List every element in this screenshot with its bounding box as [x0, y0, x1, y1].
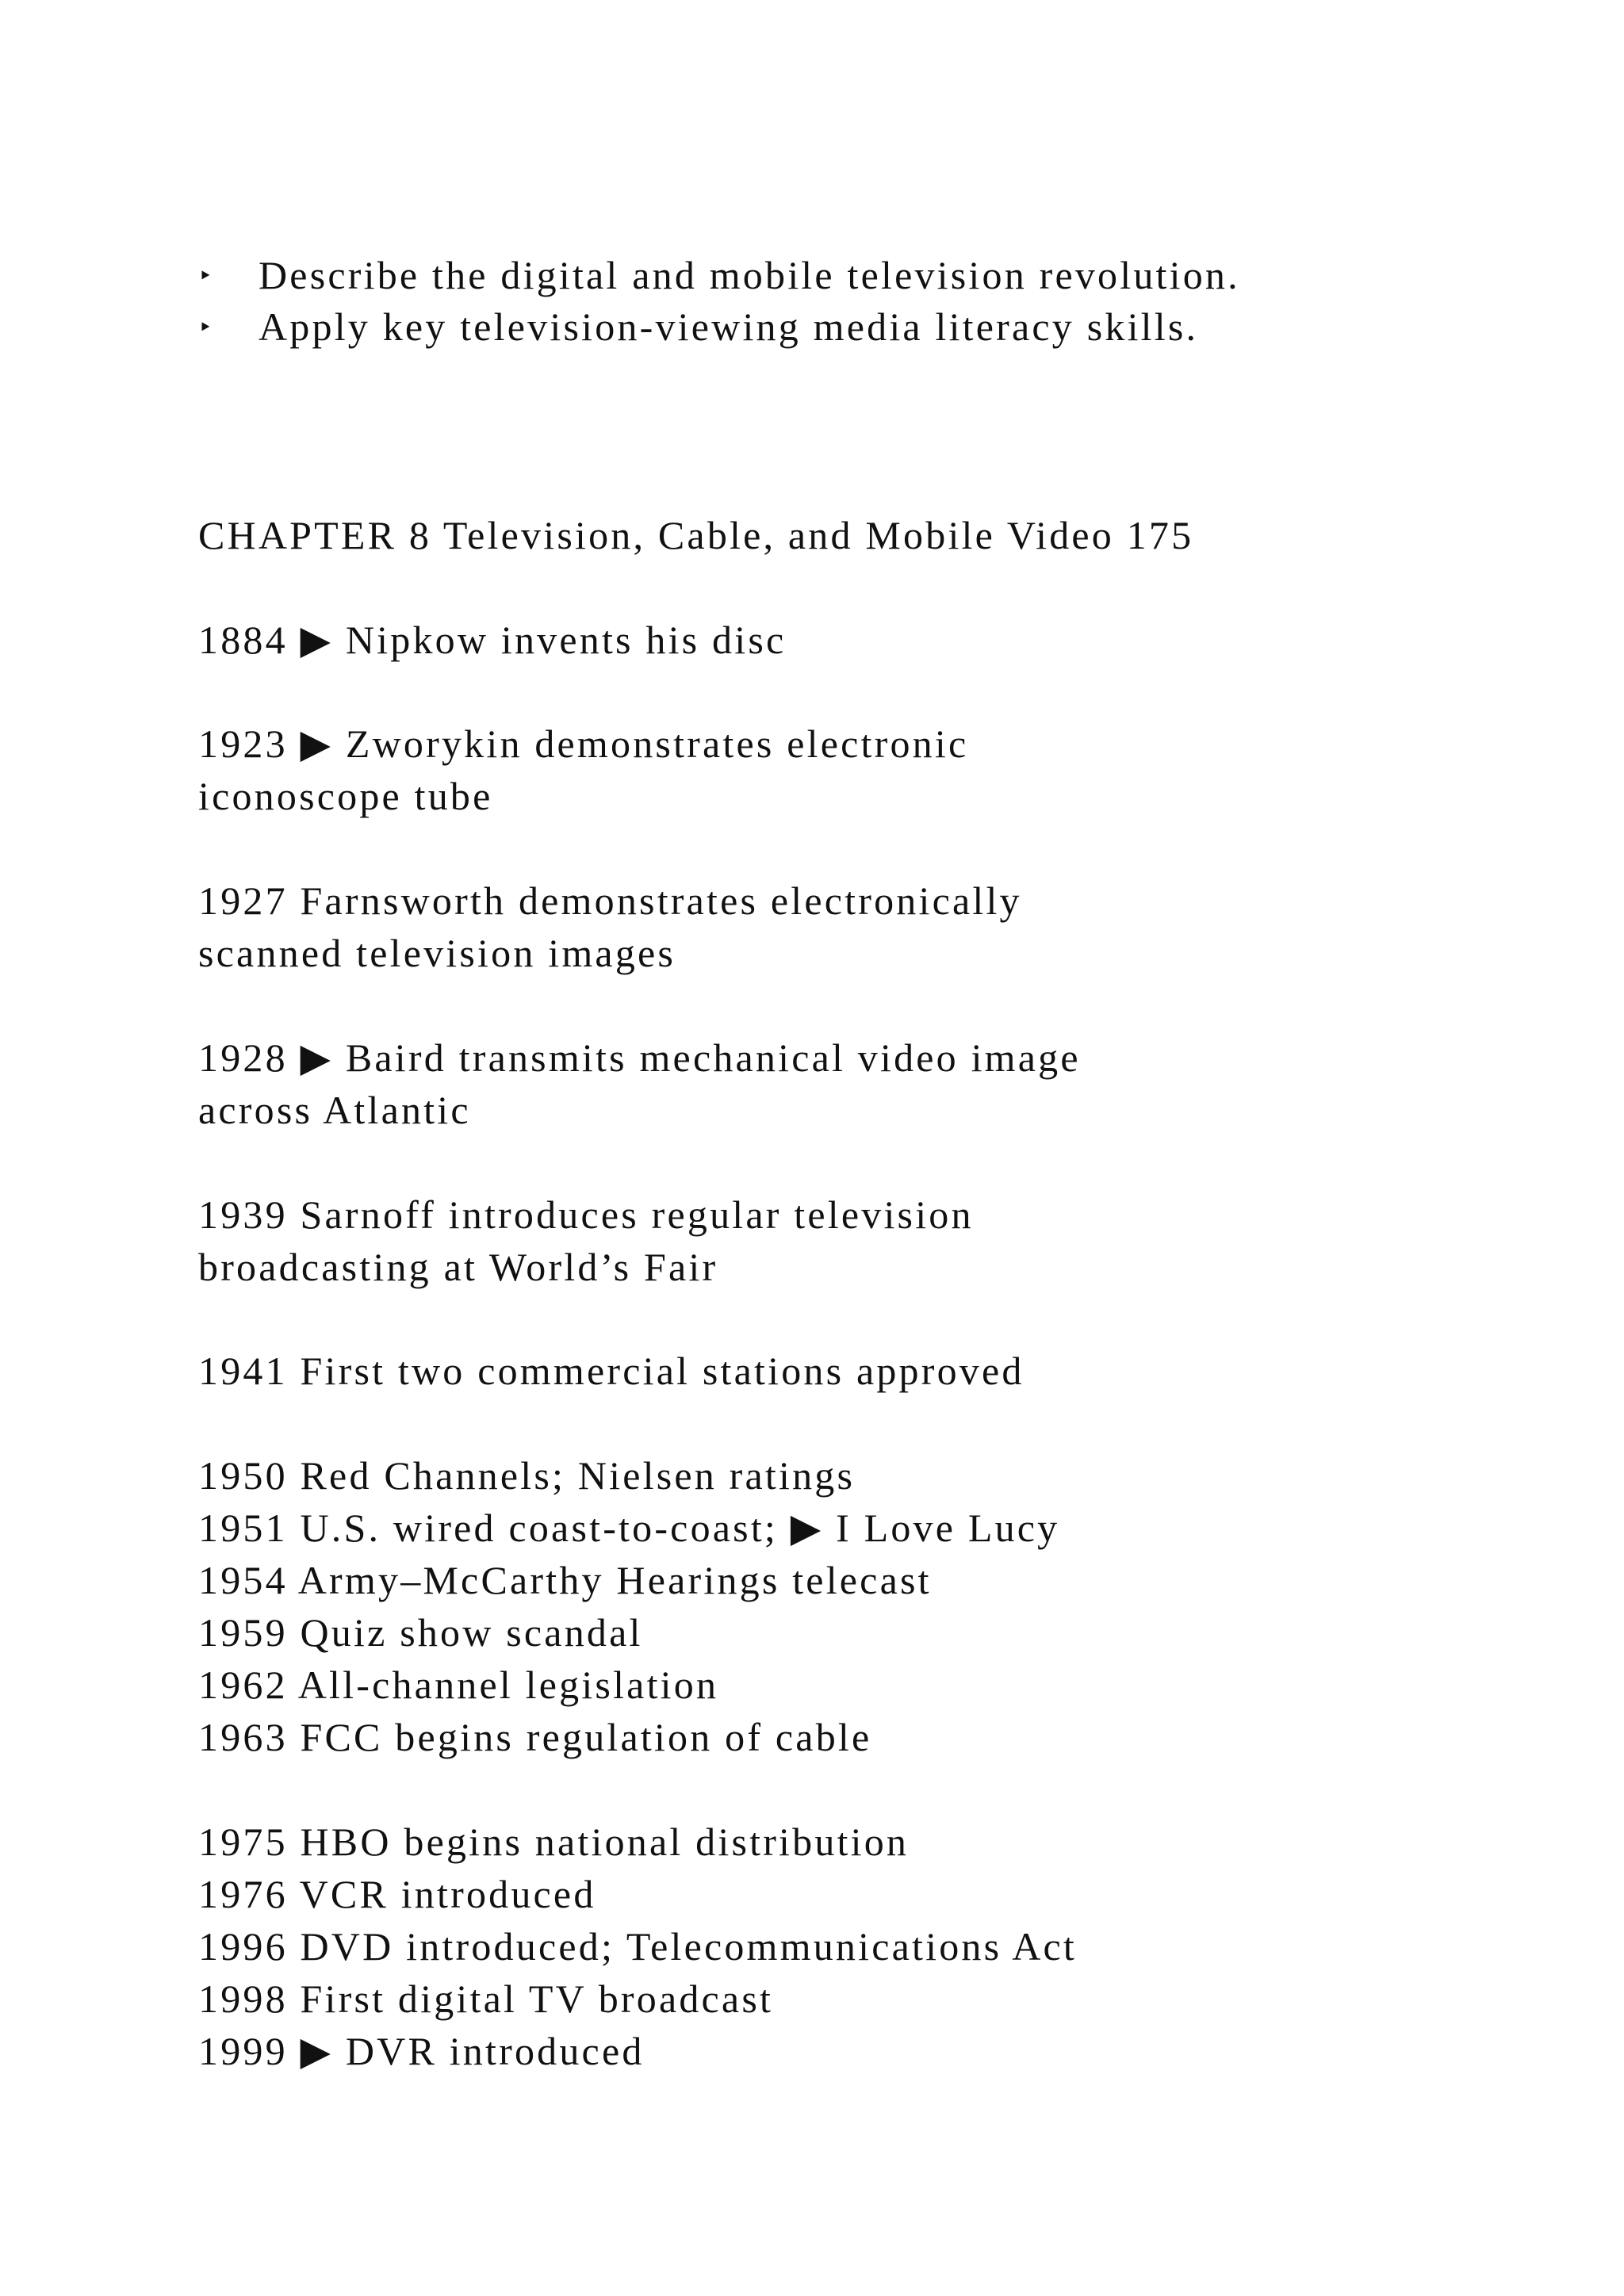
- timeline-entry: 1963 FCC begins regulation of cable: [198, 1715, 872, 1759]
- objective-item: [198, 255, 1240, 295]
- timeline-entry: 1959 Quiz show scandal: [198, 1610, 643, 1655]
- timeline-entry: 1954 Army–McCarthy Hearings telecast: [198, 1558, 932, 1602]
- timeline-entry: 1941 First two commercial stations approved: [198, 1349, 1025, 1393]
- timeline-entry: 1975 HBO begins national distribution: [198, 1820, 910, 1864]
- timeline-entry: 1927 Farnsworth demonstrates electronically: [198, 878, 1022, 923]
- timeline-entry-continuation: iconoscope tube: [198, 774, 493, 818]
- chapter-heading: CHAPTER 8 Television, Cable, and Mobile Video 175: [198, 513, 1194, 557]
- objective-item: [198, 304, 1199, 349]
- timeline-entry: 1884 ▶ Nipkow invents his disc: [198, 618, 787, 662]
- timeline-entry-continuation: scanned television images: [198, 931, 676, 975]
- timeline-entry-continuation: across Atlantic: [198, 1088, 471, 1132]
- timeline-entry: 1923 ▶ Zworykin demonstrates electronic: [198, 721, 969, 766]
- timeline-entry: 1962 All-channel legislation: [198, 1663, 719, 1707]
- objective-text: Apply key television-viewing media literacy skills.: [259, 304, 1199, 349]
- bullet-triangle-icon: ‣: [198, 263, 215, 289]
- objective-text: Describe the digital and mobile television revolution.: [259, 253, 1240, 297]
- timeline-entry: 1996 DVD introduced; Telecommunications Act: [198, 1924, 1077, 1969]
- timeline-entry: 1976 VCR introduced: [198, 1872, 596, 1916]
- timeline-entry-continuation: broadcasting at World’s Fair: [198, 1245, 718, 1289]
- timeline-entry: 1939 Sarnoff introduces regular television: [198, 1192, 974, 1237]
- timeline-entry: 1951 U.S. wired coast-to-coast; ▶ I Love Lucy: [198, 1506, 1060, 1550]
- timeline-entry: 1999 ▶ DVR introduced: [198, 2029, 645, 2073]
- timeline-entry: 1928 ▶ Baird transmits mechanical video image: [198, 1035, 1081, 1080]
- timeline-entry: 1950 Red Channels; Nielsen ratings: [198, 1453, 856, 1498]
- bullet-triangle-icon: ‣: [198, 315, 215, 341]
- timeline-entry: 1998 First digital TV broadcast: [198, 1976, 774, 2021]
